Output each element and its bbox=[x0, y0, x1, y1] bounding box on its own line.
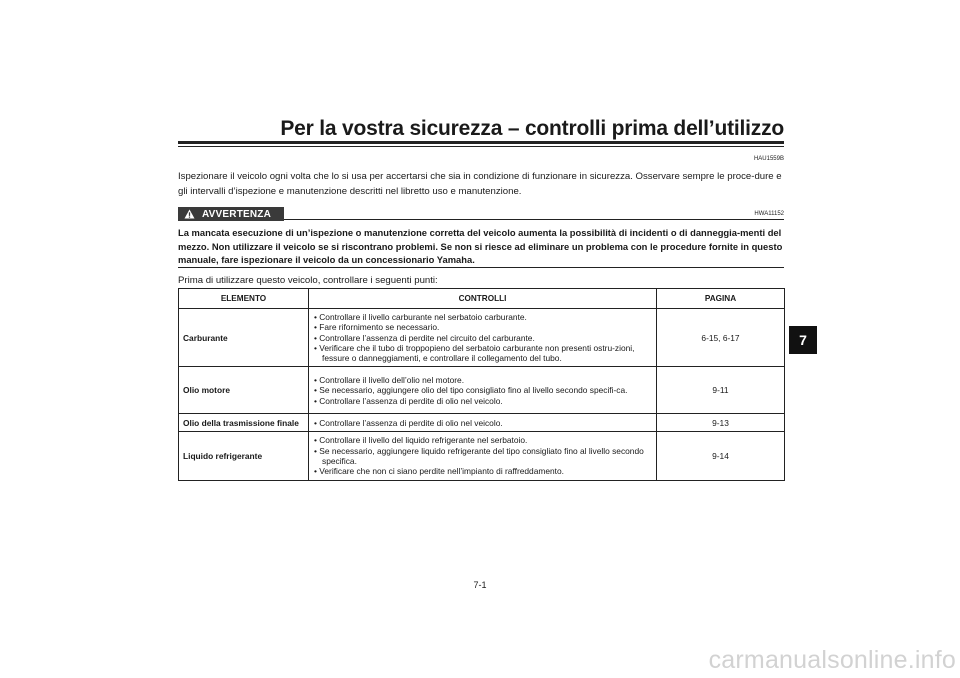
intro-paragraph: Ispezionare il veicolo ogni volta che lo si usa per accertarsi che sia in condizione di funzionare in sicurezza. Osservare sempre le proce-dure e gli intervalli d’ispezione e manutenzione descritti nel libretto uso e manutenzione. bbox=[178, 171, 782, 197]
check-item: • Verificare che non ci siano perdite nell’impianto di raffreddamento. bbox=[314, 466, 564, 477]
intro-code: HAU1559B bbox=[753, 156, 784, 162]
table-row bbox=[179, 367, 785, 414]
check-item: • Se necessario, aggiungere olio del tipo consigliato fino al livello secondo specifi-ca. bbox=[314, 385, 628, 396]
check-item: • Controllare il livello del liquido refrigerante nel serbatoio. bbox=[314, 435, 528, 446]
check-item: • Controllare il livello dell’olio nel motore. bbox=[314, 375, 465, 386]
check-item: • Controllare l’assenza di perdite di olio nel veicolo. bbox=[314, 395, 503, 406]
warning-rule bbox=[284, 219, 784, 220]
warning-triangle-icon bbox=[184, 209, 195, 219]
check-item: • Fare rifornimento se necessario. bbox=[314, 322, 440, 333]
page-number: 7-1 bbox=[473, 580, 487, 590]
lead-text: Prima di utilizzare questo veicolo, controllare i seguenti punti: bbox=[178, 275, 438, 286]
checks-table bbox=[178, 288, 785, 481]
warning-end-rule bbox=[178, 267, 784, 268]
title-rule-thick bbox=[178, 141, 784, 144]
table-row bbox=[179, 414, 785, 432]
row-element: Liquido refrigerante bbox=[179, 432, 309, 480]
check-item: • Controllare l’assenza di perdite di olio nel veicolo. bbox=[314, 417, 503, 428]
watermark: carmanualsonline.info bbox=[708, 646, 956, 674]
warning-text: La mancata esecuzione di un’ispezione o manutenzione corretta del veicolo aumenta la possibilità di incidenti o di danneggia-menti del mezzo. Non utilizzare il veicolo se si riscontrano problemi. Se non si riesce ad eliminare un problema con le procedure fornite in questo manuale, fare ispezionare il veicolo da un concessionario Yamaha. bbox=[178, 227, 783, 265]
row-element: Olio della trasmissione finale bbox=[179, 414, 309, 432]
row-page: 9-11 bbox=[657, 367, 785, 414]
header-elemento: ELEMENTO bbox=[179, 289, 309, 309]
row-checks bbox=[309, 414, 657, 432]
row-page: 9-13 bbox=[657, 414, 785, 432]
warning-label: AVVERTENZA bbox=[202, 208, 272, 220]
table-row bbox=[179, 432, 785, 480]
chapter-tab: 7 bbox=[789, 326, 817, 354]
table-header-row bbox=[179, 289, 785, 309]
row-page: 6-15, 6-17 bbox=[657, 309, 785, 367]
row-element: Carburante bbox=[179, 309, 309, 367]
check-item: • Se necessario, aggiungere liquido refrigerante del tipo consigliato fino al livello secondo specifica. bbox=[314, 445, 644, 467]
table-row bbox=[179, 309, 785, 367]
warning-badge bbox=[178, 207, 284, 221]
header-controlli: CONTROLLI bbox=[309, 289, 657, 309]
header-pagina: PAGINA bbox=[657, 289, 785, 309]
check-item: • Verificare che il tubo di troppopieno del serbatoio carburante non presenti ostru-zioni, fessure o danneggiamenti, e controllare il collegamento del tubo. bbox=[314, 342, 635, 364]
row-checks bbox=[309, 432, 657, 480]
row-element: Olio motore bbox=[179, 367, 309, 414]
check-item: • Controllare il livello carburante nel serbatoio carburante. bbox=[314, 312, 527, 322]
check-item: • Controllare l’assenza di perdite nel circuito del carburante. bbox=[314, 332, 535, 343]
warning-code: HWA11152 bbox=[754, 211, 784, 217]
row-page: 9-14 bbox=[657, 432, 785, 480]
title-rule-thin bbox=[178, 146, 784, 147]
row-checks bbox=[309, 367, 657, 414]
page-title: Per la vostra sicurezza – controlli prima dell’utilizzo bbox=[280, 117, 784, 140]
row-checks bbox=[309, 309, 657, 367]
